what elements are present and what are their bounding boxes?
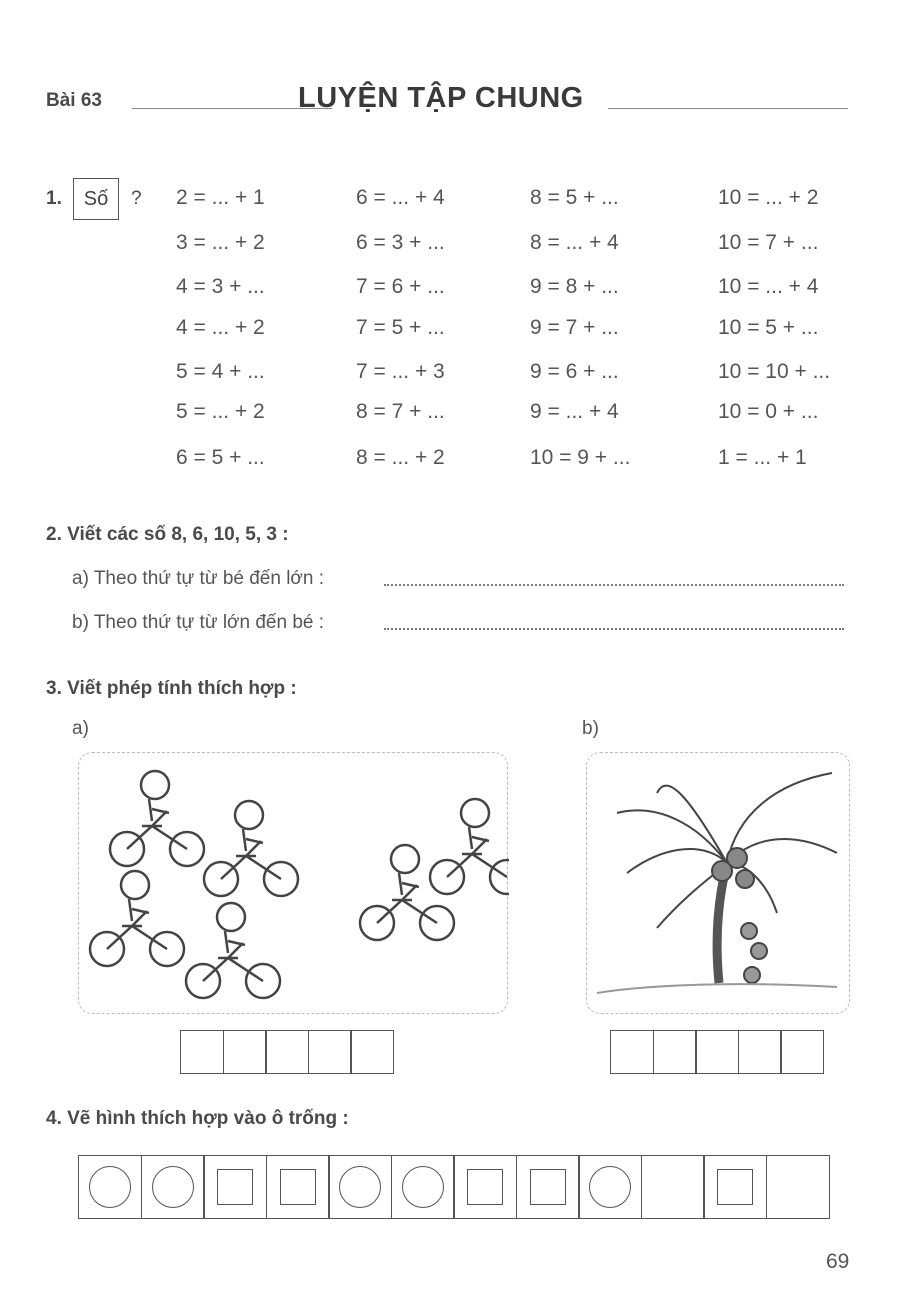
equation-item[interactable]: 10 = 7 + ... — [718, 231, 819, 254]
equation-item[interactable]: 9 = 6 + ... — [530, 360, 619, 383]
exercise-1-question-mark: ? — [131, 188, 142, 209]
equation-item[interactable]: 7 = 6 + ... — [356, 275, 445, 298]
header-rule-right — [608, 108, 848, 109]
shape-cell — [703, 1155, 767, 1219]
answer-cell[interactable] — [780, 1030, 824, 1074]
answer-cell[interactable] — [610, 1030, 654, 1074]
equation-item[interactable]: 1 = ... + 1 — [718, 446, 807, 469]
equation-item[interactable]: 10 = 10 + ... — [718, 360, 831, 383]
exercise-2-title: 2. Viết các số 8, 6, 10, 5, 3 : — [46, 524, 289, 545]
exercise-4-title: 4. Vẽ hình thích hợp vào ô trống : — [46, 1108, 349, 1129]
answer-cell[interactable] — [180, 1030, 224, 1074]
square-shape — [530, 1169, 566, 1205]
equation-item[interactable]: 8 = 5 + ... — [530, 186, 619, 209]
equation-item[interactable]: 5 = 4 + ... — [176, 360, 265, 383]
equation-item[interactable]: 10 = 0 + ... — [718, 400, 819, 423]
equation-item[interactable]: 10 = ... + 4 — [718, 275, 819, 298]
equation-item[interactable]: 8 = ... + 2 — [356, 446, 445, 469]
cyclist-1 — [110, 771, 204, 866]
answer-cell[interactable] — [350, 1030, 394, 1074]
equation-item[interactable]: 6 = 3 + ... — [356, 231, 445, 254]
answer-cell[interactable] — [653, 1030, 697, 1074]
exercise-1-number: 1. — [46, 188, 62, 209]
exercise-3a-label: a) — [72, 718, 89, 739]
circle-shape — [89, 1166, 131, 1208]
shape-cell — [453, 1155, 517, 1219]
equation-item[interactable]: 2 = ... + 1 — [176, 186, 265, 209]
exercise-3b-label: b) — [582, 718, 599, 739]
exercise-2a-prompt: a) Theo thứ tự từ bé đến lớn : — [72, 568, 325, 589]
shape-cell — [516, 1155, 580, 1219]
exercise-2a-answer-line[interactable] — [384, 584, 844, 586]
page-number: 69 — [826, 1250, 850, 1273]
lesson-title: LUYỆN TẬP CHUNG — [298, 82, 584, 114]
answer-cell[interactable] — [695, 1030, 739, 1074]
answer-cell[interactable] — [265, 1030, 309, 1074]
empty-shape-cell[interactable] — [766, 1155, 830, 1219]
exercise-3a-answer-boxes — [180, 1030, 394, 1074]
circle-shape — [152, 1166, 194, 1208]
equation-item[interactable]: 9 = ... + 4 — [530, 400, 619, 423]
cyclist-3 — [90, 871, 184, 966]
equation-item[interactable]: 3 = ... + 2 — [176, 231, 265, 254]
exercise-1-label-box: Số — [73, 178, 119, 220]
square-shape — [280, 1169, 316, 1205]
equation-item[interactable]: 10 = 5 + ... — [718, 316, 819, 339]
equation-item[interactable]: 4 = 3 + ... — [176, 275, 265, 298]
equation-item[interactable]: 10 = ... + 2 — [718, 186, 819, 209]
square-shape — [467, 1169, 503, 1205]
lesson-header — [46, 82, 848, 122]
exercise-2b-prompt: b) Theo thứ tự từ lớn đến bé : — [72, 612, 325, 633]
lesson-number: Bài 63 — [46, 90, 102, 111]
equation-item[interactable]: 9 = 8 + ... — [530, 275, 619, 298]
cyclist-4 — [186, 903, 280, 998]
coconut-tree-illustration — [587, 753, 851, 1015]
equation-item[interactable]: 8 = 7 + ... — [356, 400, 445, 423]
equation-item[interactable]: 7 = 5 + ... — [356, 316, 445, 339]
answer-cell[interactable] — [223, 1030, 267, 1074]
equation-item[interactable]: 4 = ... + 2 — [176, 316, 265, 339]
shape-cell — [328, 1155, 392, 1219]
cyclist-2 — [204, 801, 298, 896]
circle-shape — [402, 1166, 444, 1208]
equation-item[interactable]: 6 = ... + 4 — [356, 186, 445, 209]
circle-shape — [339, 1166, 381, 1208]
cyclists-picture-frame — [78, 752, 508, 1014]
shape-cell — [141, 1155, 205, 1219]
cyclist-6 — [430, 799, 509, 894]
shape-cell — [78, 1155, 142, 1219]
equation-item[interactable]: 10 = 9 + ... — [530, 446, 631, 469]
equation-item[interactable]: 9 = 7 + ... — [530, 316, 619, 339]
square-shape — [717, 1169, 753, 1205]
shape-cell — [391, 1155, 455, 1219]
square-shape — [217, 1169, 253, 1205]
equation-item[interactable]: 8 = ... + 4 — [530, 231, 619, 254]
exercise-2b-answer-line[interactable] — [384, 628, 844, 630]
shape-cell — [266, 1155, 330, 1219]
answer-cell[interactable] — [738, 1030, 782, 1074]
circle-shape — [589, 1166, 631, 1208]
answer-cell[interactable] — [308, 1030, 352, 1074]
empty-shape-cell[interactable] — [641, 1155, 705, 1219]
shape-cell — [203, 1155, 267, 1219]
exercise-4-shape-row — [78, 1155, 830, 1219]
coconut-tree-picture-frame — [586, 752, 850, 1014]
exercise-3-title: 3. Viết phép tính thích hợp : — [46, 678, 297, 699]
equation-item[interactable]: 5 = ... + 2 — [176, 400, 265, 423]
equation-item[interactable]: 6 = 5 + ... — [176, 446, 265, 469]
exercise-3b-answer-boxes — [610, 1030, 824, 1074]
shape-cell — [578, 1155, 642, 1219]
equation-item[interactable]: 7 = ... + 3 — [356, 360, 445, 383]
cyclists-illustration — [79, 753, 509, 1015]
